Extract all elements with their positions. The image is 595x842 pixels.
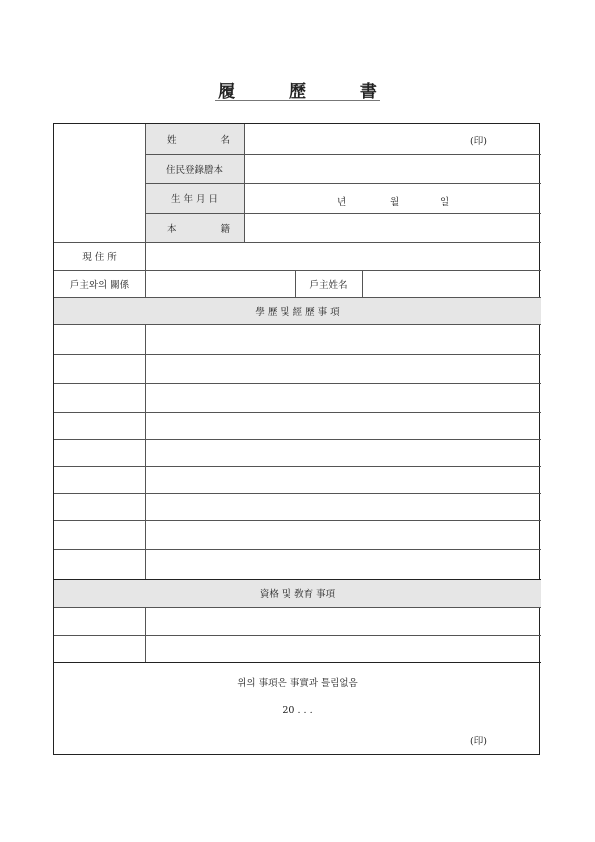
license-detail-field[interactable] (145, 607, 541, 635)
title-char-3: 書 (359, 82, 377, 102)
education-period-field[interactable] (54, 549, 145, 579)
education-period-field[interactable] (54, 354, 145, 383)
education-period-field[interactable] (54, 439, 145, 466)
grid-line (145, 242, 146, 297)
grid-line (54, 579, 541, 580)
grid-line (362, 270, 363, 297)
grid-line (54, 383, 541, 384)
education-period-field[interactable] (54, 324, 145, 354)
education-detail-field[interactable] (145, 549, 541, 579)
grid-line (54, 270, 541, 271)
title-char-1: 履 (218, 82, 236, 102)
education-detail-field[interactable] (145, 324, 541, 354)
grid-line (54, 635, 541, 636)
photo-box[interactable] (54, 124, 145, 242)
origin-label-a: 本 (167, 223, 177, 235)
grid-line (145, 154, 541, 155)
registration-label: 住民登錄謄本 (165, 164, 223, 176)
license-header: 資格 및 敎育 事項 (259, 589, 336, 600)
relation-field[interactable] (145, 270, 295, 297)
grid-line (54, 297, 541, 298)
grid-line (54, 324, 541, 325)
grid-line (145, 607, 146, 662)
name-label (145, 124, 244, 154)
document-title (0, 77, 595, 102)
education-detail-field[interactable] (145, 493, 541, 520)
grid-line (54, 493, 541, 494)
grid-line (145, 324, 146, 579)
head-name-field[interactable] (362, 270, 541, 297)
education-period-field[interactable] (54, 520, 145, 549)
grid-line (54, 242, 541, 243)
origin-field[interactable] (244, 213, 541, 242)
education-detail-field[interactable] (145, 520, 541, 549)
resume-form (53, 123, 540, 755)
grid-line (54, 662, 541, 663)
grid-line (145, 213, 541, 214)
license-period-field[interactable] (54, 607, 145, 635)
education-detail-field[interactable] (145, 412, 541, 439)
grid-line (54, 607, 541, 608)
title-char-2: 歷 (289, 82, 306, 102)
name-label-b: 名 (220, 135, 230, 146)
grid-line (54, 412, 541, 413)
education-period-field[interactable] (54, 493, 145, 520)
name-label-a: 姓 (167, 135, 177, 146)
birth-label: 生 年 月 日 (170, 194, 219, 205)
title-underline (215, 100, 380, 101)
declaration-stamp: (印) (470, 736, 487, 747)
grid-line (54, 549, 541, 550)
grid-line (145, 183, 541, 184)
birth-year-unit: 년 (337, 197, 347, 208)
grid-line (54, 439, 541, 440)
declaration-date: 20 . . . (282, 704, 313, 716)
address-label: 現 住 所 (82, 252, 117, 263)
declaration-statement: 위의 事項은 事實과 틀림없음 (237, 678, 358, 689)
registration-field[interactable] (244, 154, 541, 183)
grid-line (54, 466, 541, 467)
address-field[interactable] (145, 242, 541, 270)
license-detail-field[interactable] (145, 635, 541, 662)
name-stamp: (印) (470, 136, 487, 147)
head-name-label: 戶主姓名 (309, 279, 348, 291)
education-detail-field[interactable] (145, 466, 541, 493)
education-detail-field[interactable] (145, 383, 541, 412)
grid-line (295, 270, 296, 297)
education-period-field[interactable] (54, 412, 145, 439)
name-field[interactable] (244, 124, 541, 154)
grid-line (54, 354, 541, 355)
education-header: 學 歷 및 經 歷 事 項 (255, 306, 340, 318)
grid-line (244, 124, 245, 242)
origin-label-b: 籍 (220, 223, 230, 235)
birth-day-unit: 일 (440, 197, 450, 208)
grid-line (54, 520, 541, 521)
birth-month-unit: 월 (390, 197, 400, 208)
grid-line (145, 124, 146, 242)
origin-label (145, 213, 244, 242)
education-period-field[interactable] (54, 383, 145, 412)
relation-label: 戶主와의 關係 (69, 279, 130, 291)
license-period-field[interactable] (54, 635, 145, 662)
education-period-field[interactable] (54, 466, 145, 493)
education-detail-field[interactable] (145, 354, 541, 383)
education-detail-field[interactable] (145, 439, 541, 466)
